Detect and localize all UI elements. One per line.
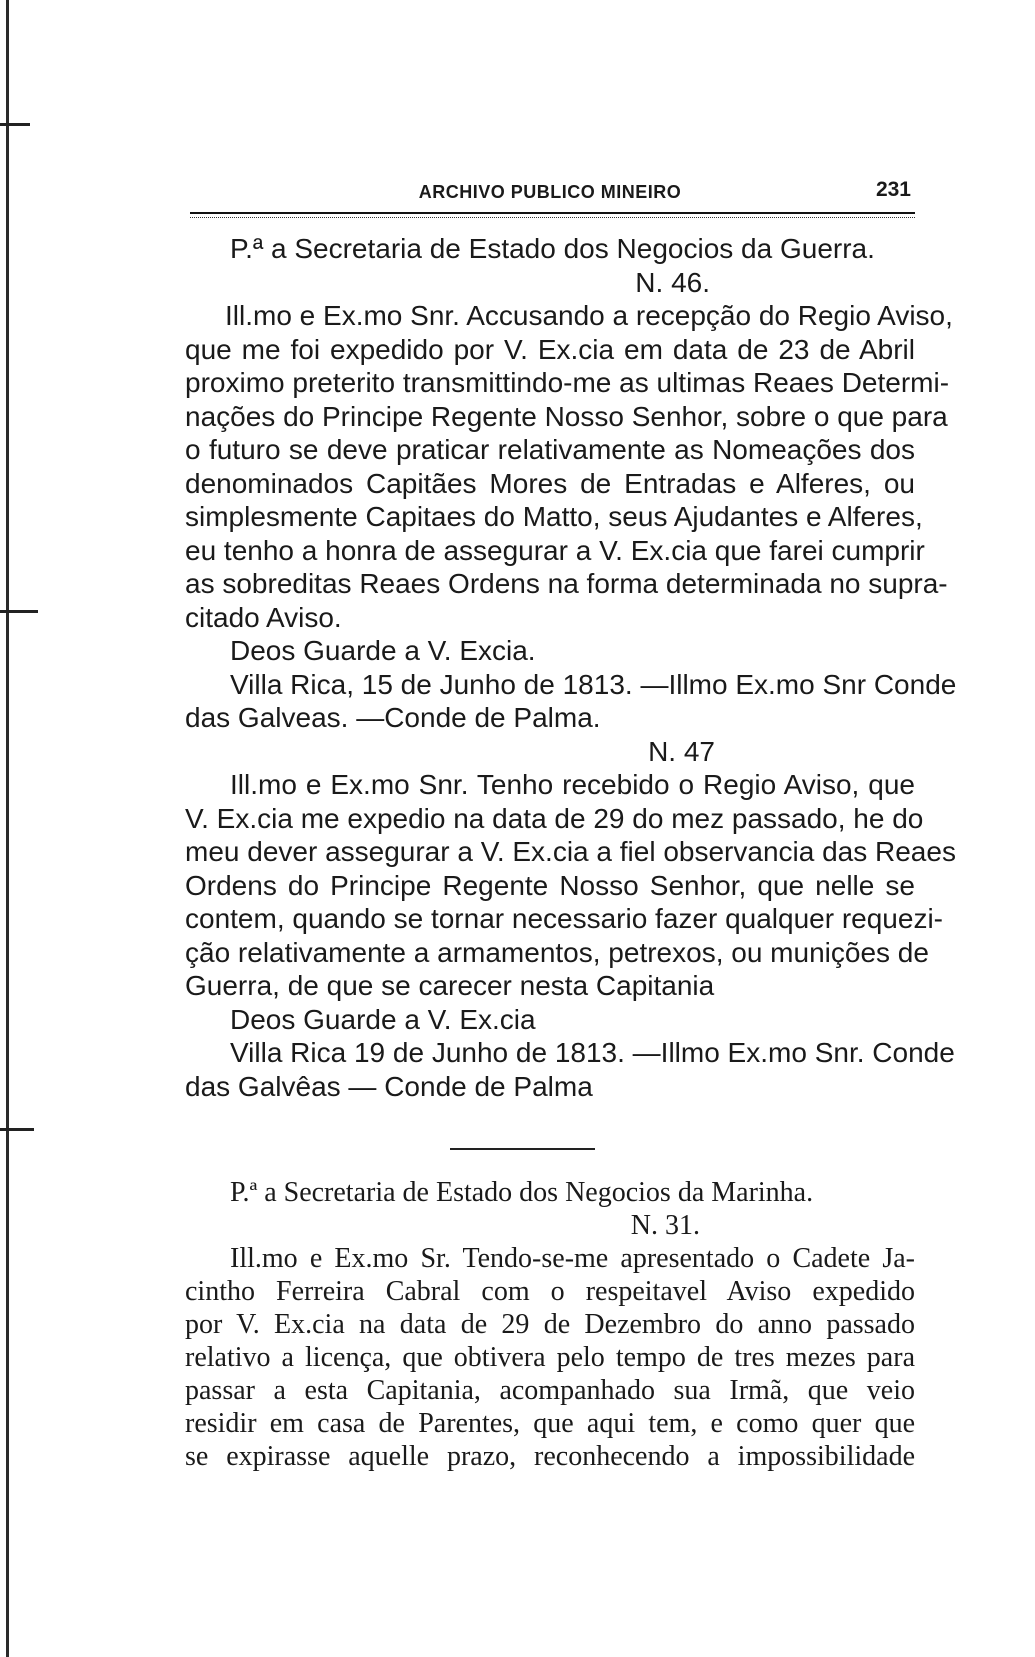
page-header xyxy=(185,178,915,208)
letter-line: citado Aviso. xyxy=(185,601,342,633)
section-heading: P.ª a Secretaria de Estado dos Negocios da Guerra. xyxy=(230,233,875,264)
letter-signature: das Galveas. —Conde de Palma. xyxy=(185,702,601,733)
letter-line: nações do Principe Regente Nosso Senhor, sobre o que para xyxy=(185,400,948,432)
letter-number: N. 47 xyxy=(648,735,715,767)
letter-line: Ill.mo e Ex.mo Snr. Tenho recebido o Regio Aviso, que xyxy=(230,769,915,800)
letter-line: Ordens do Principe Regente Nosso Senhor, que nelle se xyxy=(185,869,915,901)
page-number: 231 xyxy=(875,178,911,201)
section-heading: P.ª a Secretaria de Estado dos Negocios da Marinha. xyxy=(230,1177,814,1208)
letter-line: eu tenho a honra de assegurar a V. Ex.cia que farei cumprir xyxy=(185,534,925,566)
letter-line: relativo a licença, que obtivera pelo tempo de tres mezes para xyxy=(185,1342,915,1373)
section-marinha xyxy=(185,1176,915,1473)
letter-closing: Deos Guarde a V. Excia. xyxy=(230,635,536,666)
letter-number: N. 46. xyxy=(635,266,710,298)
letter-line: se expirasse aquelle prazo, reconhecendo a impossibilidade xyxy=(185,1441,915,1472)
letter-line: as sobreditas Reaes Ordens na forma determinada no supra- xyxy=(185,568,948,599)
letter-line: Ill.mo e Ex.mo Sr. Tendo-se-me apresentado o Cadete Ja- xyxy=(230,1243,915,1274)
header-rule xyxy=(190,212,915,218)
letter-line: residir em casa de Parentes, que aqui tem, e como quer que xyxy=(185,1408,915,1439)
letter-line: V. Ex.cia me expedio na data de 29 do mez passado, he do xyxy=(185,802,924,834)
section-guerra xyxy=(185,232,957,1103)
letter-line: por V. Ex.cia na data de 29 de Dezembro do anno passado xyxy=(185,1309,915,1340)
scan-edge-mark xyxy=(0,123,30,126)
letter-line: Ill.mo e Ex.mo Snr. Accusando a recepção do Regio Aviso, xyxy=(225,300,953,331)
letter-closing: Deos Guarde a V. Ex.cia xyxy=(230,1003,536,1035)
letter-line: que me foi expedido por V. Ex.cia em data de 23 de Abril xyxy=(185,333,915,365)
letter-number: N. 31. xyxy=(630,1210,700,1241)
section-separator xyxy=(450,1148,595,1150)
letter-line: denominados Capitães Mores de Entradas e Alferes, ou xyxy=(185,467,915,499)
letter-signature: das Galvêas — Conde de Palma xyxy=(185,1070,593,1102)
letter-line: Guerra, de que se carecer nesta Capitania xyxy=(185,970,715,1001)
letter-line: ção relativamente a armamentos, petrexos, ou munições de xyxy=(185,936,929,968)
letter-date: Villa Rica 19 de Junho de 1813. —Illmo Ex.mo Snr. Conde xyxy=(230,1037,955,1068)
scan-edge-mark xyxy=(0,1128,34,1131)
scan-edge-line xyxy=(6,0,9,1657)
letter-line: proximo preterito transmittindo-me as ultimas Reaes Determi- xyxy=(185,367,950,398)
letter-line: passar a esta Capitania, acompanhado sua Irmã, que veio xyxy=(185,1375,915,1406)
letter-line: meu dever assegurar a V. Ex.cia a fiel observancia das Reaes xyxy=(185,836,956,867)
letter-line: cintho Ferreira Cabral com o respeitavel Aviso expedido xyxy=(185,1276,915,1307)
letter-line: o futuro se deve praticar relativamente as Nomeações dos xyxy=(185,434,915,465)
letter-line: contem, quando se tornar necessario fazer qualquer requezi- xyxy=(185,903,943,934)
letter-date: Villa Rica, 15 de Junho de 1813. —Illmo Ex.mo Snr Conde xyxy=(230,668,957,700)
scan-edge-mark xyxy=(0,610,38,613)
letter-line: simplesmente Capitaes do Matto, seus Ajudantes e Alferes, xyxy=(185,501,923,532)
running-title: ARCHIVO PUBLICO MINEIRO xyxy=(418,182,682,202)
